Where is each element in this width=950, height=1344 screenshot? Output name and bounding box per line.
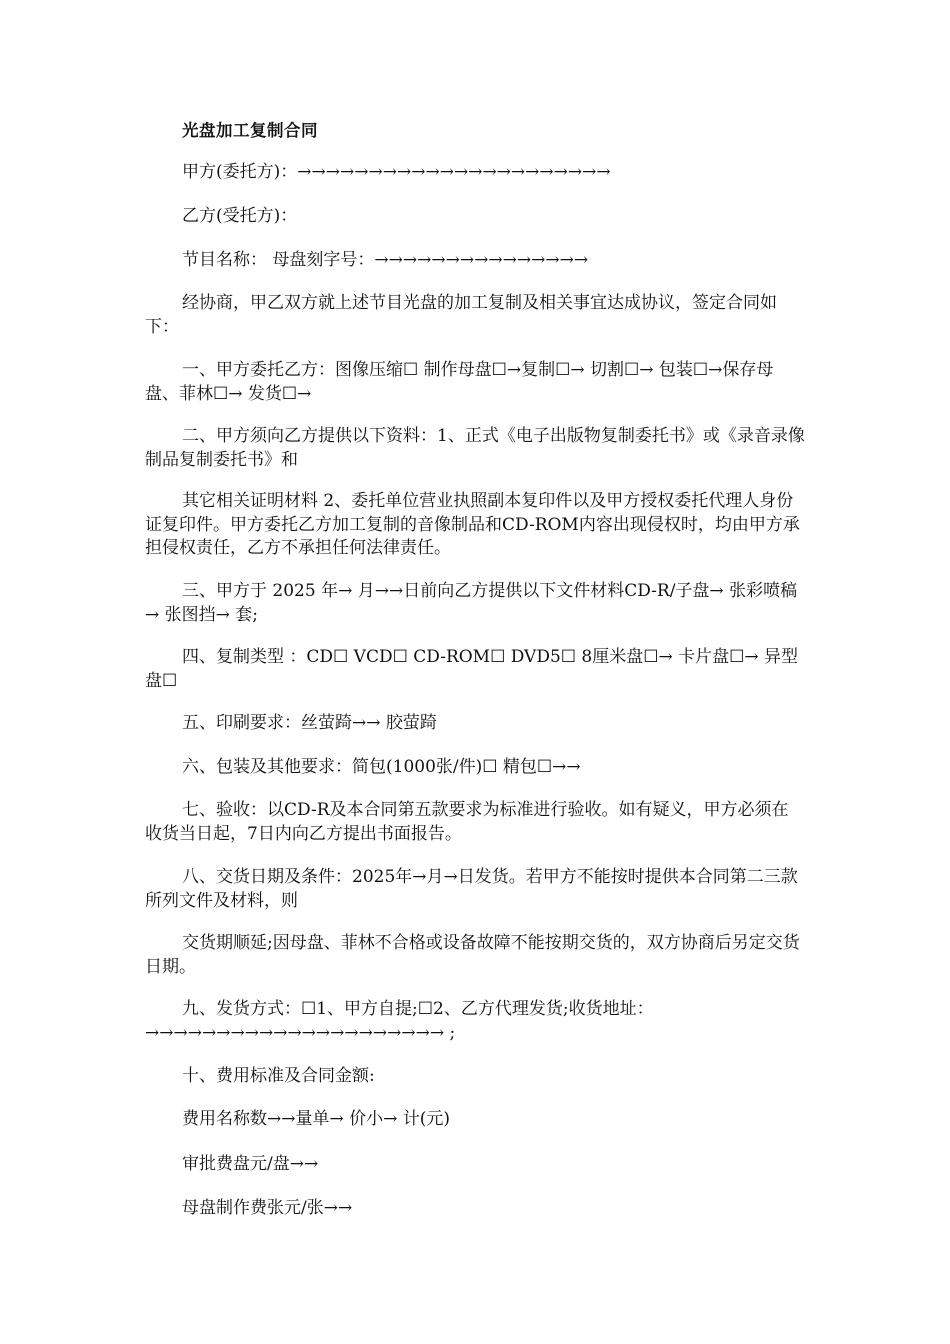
fee-table-header: 费用名称数→→量单→ 价小→ 计(元) [182, 1109, 451, 1129]
clause-1: 一、甲方委托乙方：图像压缩☐ 制作母盘☐→复制☐→ 切割☐→ 包装☐→保存母盘、菲林☐→ 发货☐→ [145, 360, 774, 404]
fee-row-master: 母盘制作费张元/张→→ [182, 1198, 353, 1218]
party-a-line: 甲方(委托方)：→→→→→→→→→→→→→→→→→→→→→→ [182, 162, 611, 182]
clause-3: 三、甲方于 2025 年→ 月→→日前向乙方提供以下文件材料CD-R/子盘→ 张彩喷稿→ 张图挡→ 套; [145, 581, 798, 625]
clause-6: 六、包装及其他要求：简包(1000张/件)☐ 精包☐→→ [182, 757, 581, 777]
clause-5: 五、印刷要求：丝萤踦→→ 胶萤踦 [182, 713, 437, 733]
clause-8a: 八、交货日期及条件：2025年→月→日发货。若甲方不能按时提供本合同第二三款所列文件及材料，则 [145, 867, 798, 911]
clause-10: 十、费用标准及合同金额: [182, 1066, 375, 1086]
fee-row-approval: 审批费盘元/盘→→ [182, 1154, 319, 1174]
clause-7: 七、验收：以CD-R及本合同第五款要求为标准进行验收。如有疑义，甲方必须在收货当日起，7日内向乙方提出书面报告。 [145, 800, 789, 844]
intro-paragraph: 经协商，甲乙双方就上述节目光盘的加工复制及相关事宜达成协议，签定合同如下： [145, 293, 777, 337]
clause-2b: 其它相关证明材料 2、委托单位营业执照副本复印件以及甲方授权委托代理人身份证复印件。甲方委托乙方加工复制的音像制品和CD-ROM内容出现侵权时，均由甲方承担侵权责任，乙方不承担任何法律责任。 [145, 491, 800, 558]
clause-9: 九、发货方式：☐1、甲方自提;☐2、乙方代理发货;收货地址：→→→→→→→→→→→→→→→→→→→→→ ; [145, 999, 654, 1043]
clause-4: 四、复制类型 ：CD☐ VCD☐ CD-ROM☐ DVD5☐ 8厘米盘☐→ 卡片盘☐→ 异型盘☐ [145, 647, 799, 691]
clause-2a: 二、甲方须向乙方提供以下资料：1、正式《电子出版物复制委托书》或《录音录像制品复制委托书》和 [145, 426, 805, 470]
clause-8b: 交货期顺延;因母盘、菲林不合格或设备故障不能按期交货的，双方协商后另定交货日期。 [145, 933, 800, 977]
contract-title: 光盘加工复制合同 [182, 121, 318, 140]
party-b-line: 乙方(受托方)： [182, 206, 298, 226]
program-line: 节目名称： 母盘刻字号：→→→→→→→→→→→→→→→ [182, 250, 589, 270]
